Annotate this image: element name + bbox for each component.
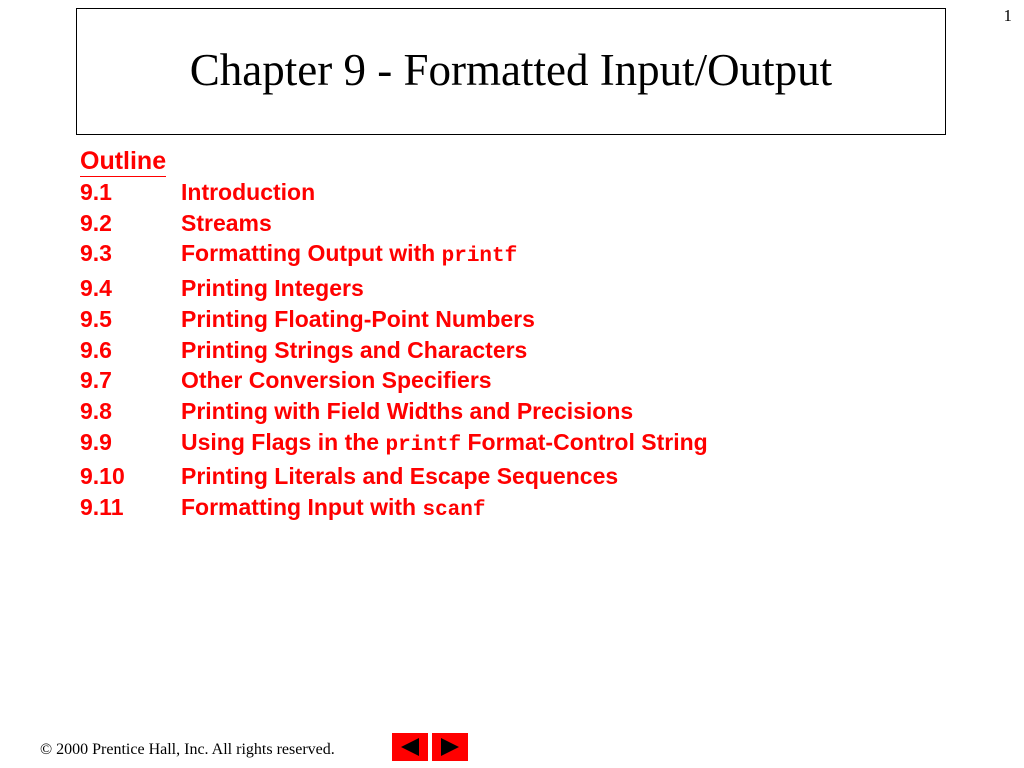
outline-item-title xyxy=(181,304,535,335)
outline-item-text: Introduction xyxy=(181,179,316,205)
outline-item-title xyxy=(181,238,517,273)
outline-item-title xyxy=(181,365,492,396)
outline-item xyxy=(80,273,708,304)
outline-item-number: 9.1 xyxy=(80,179,112,205)
slide-navigation xyxy=(392,733,468,761)
outline-item-title xyxy=(181,461,618,492)
outline-item xyxy=(80,396,708,427)
outline-item-title xyxy=(181,492,485,527)
outline-item-number: 9.3 xyxy=(80,240,112,267)
outline-item xyxy=(80,365,708,396)
slide-title: Chapter 9 - Formatted Input/Output xyxy=(189,44,833,95)
outline-item-number: 9.2 xyxy=(80,209,112,236)
left-triangle-icon xyxy=(399,737,421,757)
outline-item xyxy=(80,427,708,462)
outline-item xyxy=(80,238,708,273)
outline-item-suffix: Format-Control String xyxy=(461,428,708,455)
next-slide-button[interactable] xyxy=(432,733,468,761)
outline-item xyxy=(80,461,708,492)
right-triangle-icon xyxy=(439,737,461,757)
outline-item-text: Formatting Output with xyxy=(181,240,442,267)
outline-item-number: 9.10 xyxy=(80,463,125,490)
title-box xyxy=(76,8,946,135)
outline-item xyxy=(80,335,708,366)
outline-heading: Outline xyxy=(80,147,167,175)
outline-item-text: Printing Floating-Point Numbers xyxy=(181,305,535,332)
outline-item-text: Printing Integers xyxy=(181,275,364,302)
copyright-footer: © 2000 Prentice Hall, Inc. All rights reserved. xyxy=(40,741,335,758)
outline-item-number: 9.5 xyxy=(80,305,112,332)
outline-item-text: Formatting Input with xyxy=(181,494,423,521)
outline-item-title xyxy=(181,273,364,304)
outline-item-code: printf xyxy=(441,245,518,269)
outline-item-text: Streams xyxy=(181,209,272,236)
outline-item-title xyxy=(181,396,633,427)
outline-item-code: printf xyxy=(385,433,462,457)
outline-list xyxy=(80,177,708,527)
outline-item-code: scanf xyxy=(422,499,486,523)
outline-item-number: 9.4 xyxy=(80,275,112,302)
outline-item-title xyxy=(181,177,315,208)
outline-item-title xyxy=(181,427,708,462)
outline-item-number: 9.6 xyxy=(80,336,112,363)
outline-item-text: Other Conversion Specifiers xyxy=(181,367,492,394)
page-number: 1 xyxy=(1003,6,1012,25)
outline-item-title xyxy=(181,335,527,366)
outline-item xyxy=(80,177,708,208)
outline-item-title xyxy=(181,208,272,239)
outline-item-number: 9.11 xyxy=(80,494,124,521)
outline-item-number: 9.8 xyxy=(80,397,112,424)
outline-item xyxy=(80,208,708,239)
outline-item-number: 9.7 xyxy=(80,367,112,394)
outline-item-text: Printing with Field Widths and Precisions xyxy=(181,397,634,424)
outline-item-text: Printing Literals and Escape Sequences xyxy=(181,463,619,490)
previous-slide-button[interactable] xyxy=(392,733,428,761)
outline-item-number: 9.9 xyxy=(80,428,112,455)
outline-section xyxy=(80,146,708,527)
outline-item-text: Using Flags in the xyxy=(181,428,386,455)
outline-item xyxy=(80,492,708,527)
outline-item-text: Printing Strings and Characters xyxy=(181,336,528,363)
outline-item xyxy=(80,304,708,335)
